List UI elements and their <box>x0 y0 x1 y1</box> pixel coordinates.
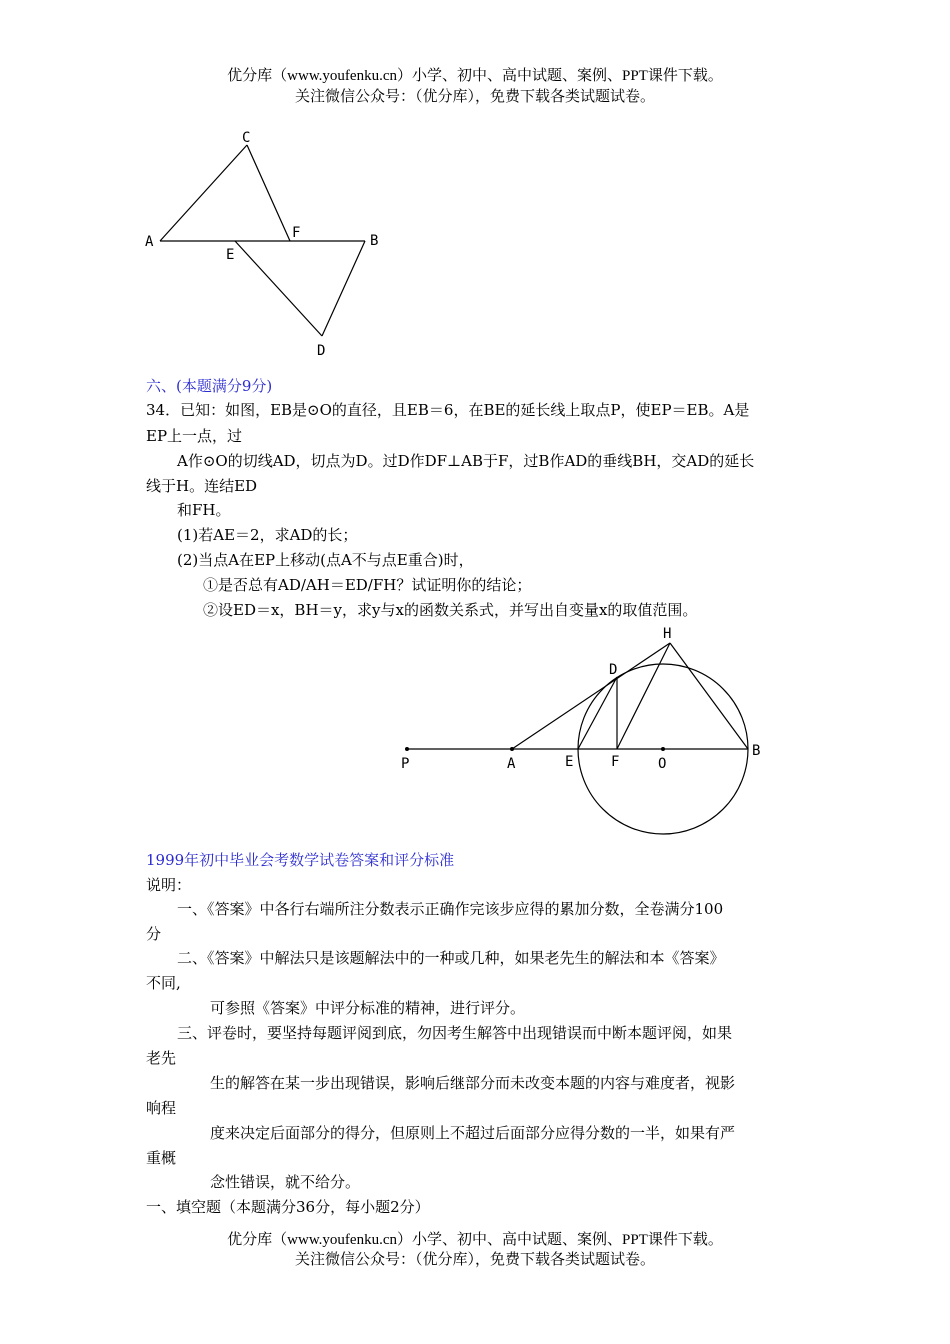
answers-line-6: 可参照《答案》中评分标准的精神，进行评分。 <box>210 999 526 1017</box>
label-d: D <box>609 662 618 678</box>
header-line-1: 优分库（www.youfenku.cn）小学、初中、高中试题、案例、PPT课件下载。 <box>227 68 723 84</box>
answers-line-9: 生的解答在某一步出现错误，影响后继部分而未改变本题的内容与难度者，视影 <box>210 1074 736 1092</box>
point-o <box>661 747 665 751</box>
header-line-2: 关注微信公众号：（优分库），免费下载各类试题试卷。 <box>294 89 655 105</box>
point-a <box>510 747 514 751</box>
footer-line-2: 关注微信公众号：（优分库），免费下载各类试题试卷。 <box>294 1252 655 1268</box>
answers-line-3: 分 <box>146 925 162 943</box>
answers-line-1: 说明： <box>146 876 192 894</box>
label-c: C <box>242 130 251 146</box>
answers-line-11: 度来决定后面部分的得分，但原则上不超过后面部分应得分数的一半，如果有严 <box>210 1124 736 1142</box>
segment-fh <box>617 643 670 749</box>
label-a: A <box>145 234 154 250</box>
segment-hb <box>670 643 748 749</box>
problem-34-part-2: (2)当点A在EP上移动(点A不与点E重合)时， <box>177 551 474 569</box>
label-a: A <box>507 756 516 772</box>
answers-line-10: 响程 <box>146 1099 177 1117</box>
label-b: B <box>370 233 379 249</box>
problem-34-line-3: A作⊙O的切线AD，切点为D。过D作DF⊥AB于F，过B作AD的垂线BH，交AD的延长 <box>177 452 755 470</box>
problem-34-line-2: EP上一点，过 <box>146 427 243 445</box>
answers-line-4: 二、《答案》中解法只是该题解法中的一种或几种，如果老先生的解法和本《答案》 <box>177 949 725 967</box>
problem-34-line-5: 和FH。 <box>177 501 231 519</box>
segment-ed <box>578 677 617 749</box>
problem-34-part-2-sub-2: ②设ED＝x，BH＝y，求y与x的函数关系式，并写出自变量x的取值范围。 <box>203 601 698 619</box>
fill-in-blanks-heading: 一、填空题（本题满分36分，每小题2分） <box>146 1198 430 1216</box>
point-p <box>405 747 409 751</box>
problem-34-line-4: 线于H。连结ED <box>146 477 258 495</box>
problem-34-part-1: (1)若AE＝2，求AD的长； <box>177 526 358 544</box>
segment-cf <box>247 145 290 241</box>
segment-ac <box>160 145 247 241</box>
label-h: H <box>663 626 672 642</box>
answers-line-5: 不同, <box>146 974 181 992</box>
answers-line-8: 老先 <box>146 1049 177 1067</box>
answers-line-7: 三、评卷时，要坚持每题评阅到底，勿因考生解答中出现错误而中断本题评阅，如果 <box>177 1024 733 1042</box>
segment-ah <box>512 643 670 749</box>
label-e: E <box>565 754 574 770</box>
circle-tangent-figure <box>390 620 780 840</box>
section-6-heading: 六、(本题满分9分) <box>146 377 273 395</box>
problem-34-part-2-sub-1: ①是否总有AD/AH＝ED/FH？试证明你的结论； <box>203 576 532 594</box>
label-b: B <box>752 743 761 759</box>
answers-line-12: 重概 <box>146 1149 177 1167</box>
segment-db <box>322 241 365 336</box>
label-f: F <box>611 754 620 770</box>
label-d: D <box>317 343 326 359</box>
answers-line-2: 一、《答案》中各行右端所注分数表示正确作完该步应得的累加分数，全卷满分100 <box>177 900 724 918</box>
segment-ed <box>235 241 322 336</box>
label-o: O <box>658 756 667 772</box>
label-p: P <box>401 756 410 772</box>
label-f: F <box>292 225 301 241</box>
footer-line-1: 优分库（www.youfenku.cn）小学、初中、高中试题、案例、PPT课件下载。 <box>227 1232 723 1248</box>
problem-34-line-1: 34．已知：如图，EB是⊙O的直径，且EB＝6，在BE的延长线上取点P，使EP＝EB。A是 <box>146 401 750 419</box>
answers-title: 1999年初中毕业会考数学试卷答案和评分标准 <box>146 851 455 869</box>
triangle-figure <box>130 120 400 370</box>
answers-line-13: 念性错误，就不给分。 <box>210 1173 361 1191</box>
label-e: E <box>226 247 235 263</box>
